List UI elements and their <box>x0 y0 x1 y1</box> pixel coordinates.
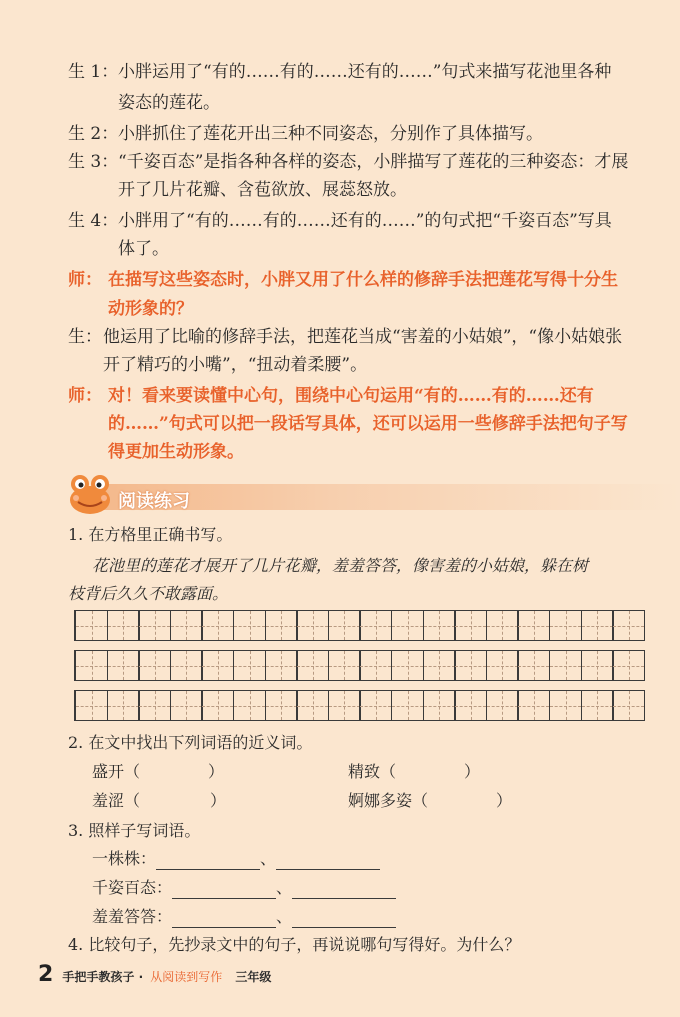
grid-cell[interactable] <box>612 690 645 721</box>
grid-guide-v <box>281 611 282 640</box>
grid-cell[interactable] <box>486 610 519 641</box>
grid-cell[interactable] <box>233 610 266 641</box>
word-pattern-row[interactable] <box>92 906 396 928</box>
grid-row[interactable] <box>74 650 644 681</box>
grid-guide-v <box>408 691 409 720</box>
grid-cell[interactable] <box>107 650 140 681</box>
grid-guide-v <box>123 651 124 680</box>
synonym-item[interactable] <box>92 761 224 783</box>
grid-cell[interactable] <box>170 610 203 641</box>
grid-cell[interactable] <box>486 690 519 721</box>
grid-cell[interactable] <box>359 610 392 641</box>
grid-guide-v <box>439 651 440 680</box>
grid-cell[interactable] <box>233 650 266 681</box>
grid-cell[interactable] <box>75 610 108 641</box>
grid-guide-v <box>92 611 93 640</box>
grid-guide-v <box>629 611 630 640</box>
grid-guide-v <box>218 651 219 680</box>
grid-guide-v <box>502 651 503 680</box>
speaker-label: 生 4： <box>68 211 119 231</box>
grid-guide-v <box>502 611 503 640</box>
grid-cell[interactable] <box>138 690 171 721</box>
dialog-text: 开了精巧的小嘴”，“扭动着柔腰”。 <box>103 355 368 375</box>
grid-guide-v <box>155 651 156 680</box>
grid-cell[interactable] <box>233 690 266 721</box>
grade-label: 三年级 <box>235 970 272 984</box>
grid-cell[interactable] <box>138 610 171 641</box>
dialog-text: 体了。 <box>118 239 169 259</box>
pattern-word: 千姿百态： <box>92 878 173 897</box>
question-3-prompt: 3. 照样子写词语。 <box>68 821 201 840</box>
synonym-word: 婀娜多姿（ <box>348 791 429 810</box>
synonym-item[interactable] <box>92 790 226 812</box>
grid-guide-v <box>376 611 377 640</box>
grid-guide-v <box>597 651 598 680</box>
grid-guide-v <box>344 611 345 640</box>
teacher-text: 得更加生动形象。 <box>108 442 244 462</box>
grid-guide-v <box>566 611 567 640</box>
dialog-text: 开了几片花瓣、含苞欲放、展蕊怒放。 <box>118 180 407 200</box>
grid-cell[interactable] <box>391 610 424 641</box>
answer-blank[interactable] <box>172 880 276 899</box>
pattern-word: 一株株： <box>92 849 157 868</box>
grid-guide-v <box>250 611 251 640</box>
grid-cell[interactable] <box>517 650 550 681</box>
grid-guide-v <box>313 651 314 680</box>
grid-row[interactable] <box>74 610 644 641</box>
grid-guide-v <box>218 691 219 720</box>
grid-cell[interactable] <box>296 610 329 641</box>
dialog-text: 他运用了比喻的修辞手法，把莲花当成“害羞的小姑娘”，“像小姑娘张 <box>103 327 623 347</box>
grid-cell[interactable] <box>107 690 140 721</box>
grid-guide-v <box>534 651 535 680</box>
speaker-label: 生 1： <box>68 62 119 82</box>
grid-cell[interactable] <box>296 690 329 721</box>
series-name: 手把手教孩子 · <box>62 970 144 984</box>
grid-cell[interactable] <box>391 690 424 721</box>
section-title: 阅读练习 <box>118 491 190 512</box>
grid-cell[interactable] <box>423 650 456 681</box>
pattern-word: 羞羞答答： <box>92 907 173 926</box>
grid-guide-v <box>408 611 409 640</box>
bracket-close: ） <box>208 762 225 781</box>
synonym-item[interactable] <box>348 790 512 812</box>
grid-guide-v <box>471 611 472 640</box>
grid-cell[interactable] <box>549 690 582 721</box>
grid-cell[interactable] <box>359 650 392 681</box>
grid-cell[interactable] <box>265 690 298 721</box>
grid-guide-v <box>534 691 535 720</box>
grid-guide-v <box>629 651 630 680</box>
grid-guide-v <box>155 691 156 720</box>
frog-mascot-icon <box>64 472 116 518</box>
grid-guide-v <box>502 691 503 720</box>
grid-cell[interactable] <box>612 610 645 641</box>
grid-guide-v <box>597 611 598 640</box>
answer-blank[interactable] <box>172 909 276 928</box>
bracket-close: ） <box>464 762 481 781</box>
grid-cell[interactable] <box>328 650 361 681</box>
speaker-label: 生： <box>68 327 102 347</box>
grid-cell[interactable] <box>75 650 108 681</box>
grid-guide-v <box>629 691 630 720</box>
grid-cell[interactable] <box>517 690 550 721</box>
grid-guide-v <box>408 651 409 680</box>
grid-guide-v <box>376 651 377 680</box>
dialog-text: 姿态的莲花。 <box>118 93 220 113</box>
grid-guide-v <box>186 691 187 720</box>
grid-guide-v <box>597 691 598 720</box>
teacher-label: 师： <box>68 386 102 406</box>
grid-guide-v <box>92 651 93 680</box>
grid-guide-v <box>471 651 472 680</box>
grid-cell[interactable] <box>265 650 298 681</box>
grid-guide-v <box>471 691 472 720</box>
teacher-label: 师： <box>68 270 102 290</box>
synonym-word: 羞涩（ <box>92 791 141 810</box>
grid-guide-v <box>155 611 156 640</box>
grid-cell[interactable] <box>423 690 456 721</box>
grid-guide-v <box>566 651 567 680</box>
answer-blank[interactable] <box>292 880 396 899</box>
grid-guide-v <box>344 651 345 680</box>
grid-cell[interactable] <box>265 610 298 641</box>
page-footer <box>38 962 271 987</box>
grid-cell[interactable] <box>328 690 361 721</box>
grid-guide-v <box>92 691 93 720</box>
bracket-close: ） <box>496 791 513 810</box>
speaker-label: 生 3： <box>68 152 119 172</box>
grid-guide-v <box>281 691 282 720</box>
teacher-text: 对！看来要读懂中心句，围绕中心句运用“有的……有的……还有 <box>108 386 594 406</box>
grid-cell[interactable] <box>549 610 582 641</box>
grid-cell[interactable] <box>581 650 614 681</box>
grid-guide-v <box>566 691 567 720</box>
dialog-text: 小胖用了“有的……有的……还有的……”的句式把“千姿百态”写具 <box>118 211 612 231</box>
grid-cell[interactable] <box>581 690 614 721</box>
grid-cell[interactable] <box>107 610 140 641</box>
synonym-word: 精致（ <box>348 762 397 781</box>
grid-guide-v <box>250 651 251 680</box>
q1-passage-line: 枝背后久久不敢露面。 <box>68 584 229 603</box>
grid-guide-v <box>123 611 124 640</box>
grid-guide-v <box>218 611 219 640</box>
grid-cell[interactable] <box>201 650 234 681</box>
synonym-word: 盛开（ <box>92 762 141 781</box>
grid-guide-v <box>123 691 124 720</box>
grid-cell[interactable] <box>138 650 171 681</box>
speaker-label: 生 2： <box>68 124 119 144</box>
question-2-prompt: 2. 在文中找出下列词语的近义词。 <box>68 733 313 752</box>
grid-guide-v <box>186 651 187 680</box>
grid-guide-v <box>186 611 187 640</box>
separator: 、 <box>276 878 293 897</box>
grid-cell[interactable] <box>549 650 582 681</box>
grid-guide-v <box>439 691 440 720</box>
grid-cell[interactable] <box>328 610 361 641</box>
teacher-text: 动形象的？ <box>108 299 193 319</box>
teacher-text: 在描写这些姿态时，小胖又用了什么样的修辞手法把莲花写得十分生 <box>108 270 618 290</box>
grid-cell[interactable] <box>201 690 234 721</box>
answer-blank[interactable] <box>292 909 396 928</box>
answer-blank[interactable] <box>156 851 260 870</box>
word-pattern-row[interactable] <box>92 877 396 899</box>
question-4-prompt: 4. 比较句子，先抄录文中的句子，再说说哪句写得好。为什么？ <box>68 935 521 954</box>
answer-blank[interactable] <box>276 851 380 870</box>
grid-cell[interactable] <box>581 610 614 641</box>
grid-cell[interactable] <box>612 650 645 681</box>
grid-guide-v <box>534 611 535 640</box>
q1-passage-line: 花池里的莲花才展开了几片花瓣，羞羞答答，像害羞的小姑娘，躲在树 <box>92 556 589 575</box>
grid-guide-v <box>344 691 345 720</box>
grid-cell[interactable] <box>517 610 550 641</box>
grid-cell[interactable] <box>454 650 487 681</box>
word-pattern-row[interactable] <box>92 848 380 870</box>
grid-cell[interactable] <box>75 690 108 721</box>
grid-cell[interactable] <box>454 690 487 721</box>
grid-guide-v <box>313 691 314 720</box>
dialog-text: “千姿百态”是指各种各样的姿态，小胖描写了莲花的三种姿态：才展 <box>118 152 629 172</box>
grid-guide-v <box>250 691 251 720</box>
grid-cell[interactable] <box>170 650 203 681</box>
grid-guide-v <box>281 651 282 680</box>
grid-row[interactable] <box>74 690 644 721</box>
bracket-close: ） <box>210 791 227 810</box>
section-header <box>60 478 680 516</box>
separator: 、 <box>260 849 277 868</box>
separator: 、 <box>276 907 293 926</box>
page-number: 2 <box>38 962 54 987</box>
grid-guide-v <box>376 691 377 720</box>
grid-cell[interactable] <box>170 690 203 721</box>
synonym-item[interactable] <box>348 761 480 783</box>
grid-cell[interactable] <box>201 610 234 641</box>
grid-cell[interactable] <box>454 610 487 641</box>
grid-guide-v <box>313 611 314 640</box>
grid-cell[interactable] <box>486 650 519 681</box>
grid-cell[interactable] <box>391 650 424 681</box>
dialog-text: 小胖运用了“有的……有的……还有的……”句式来描写花池里各种 <box>118 62 612 82</box>
grid-cell[interactable] <box>296 650 329 681</box>
grid-guide-v <box>439 611 440 640</box>
teacher-text: 的……”句式可以把一段话写具体，还可以运用一些修辞手法把句子写 <box>108 414 628 434</box>
grid-cell[interactable] <box>359 690 392 721</box>
book-title: 从阅读到写作 <box>150 970 223 984</box>
grid-cell[interactable] <box>423 610 456 641</box>
question-1-prompt: 1. 在方格里正确书写。 <box>68 525 233 544</box>
dialog-text: 小胖抓住了莲花开出三种不同姿态，分别作了具体描写。 <box>118 124 543 144</box>
